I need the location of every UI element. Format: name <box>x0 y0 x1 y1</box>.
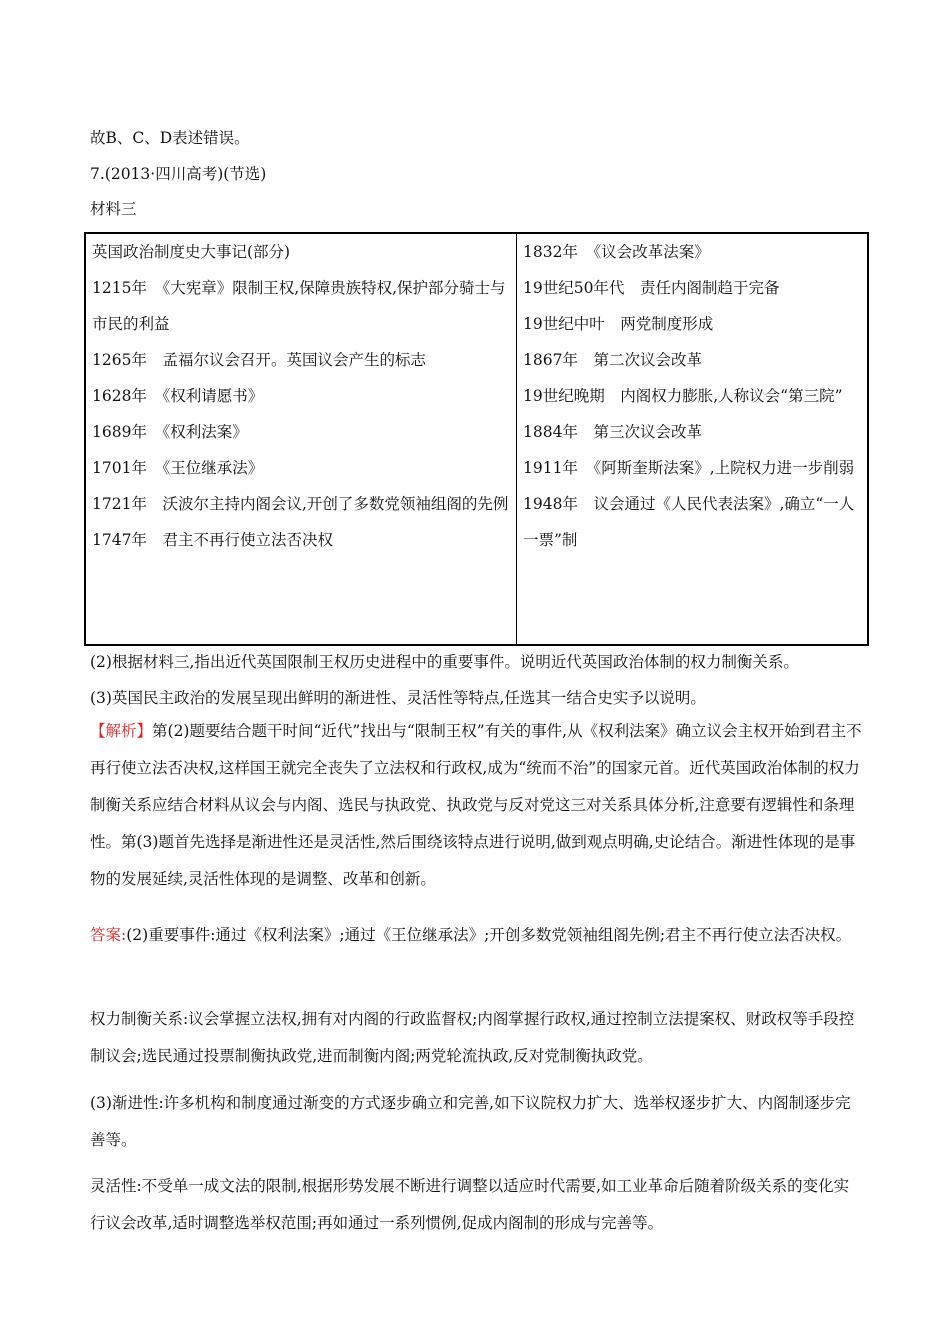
event-1628: 1628年 《权利请愿书》 <box>92 387 264 405</box>
answer-q2-balance: 权力制衡关系:议会掌握立法权,拥有对内阁的行政监督权;内阁掌握行政权,通过控制立法提案权、财政权等手段控制议会;选民通过投票制衡执政党,进而制衡内阁;两党轮流执政,反对党制衡执政党。 <box>90 1010 855 1065</box>
event-1215: 1215年 《大宪章》限制王权,保障贵族特权,保护部分骑士与市民的利益 <box>92 279 506 333</box>
answer-q2-events <box>90 917 862 954</box>
answer-q3-gradual: (3)渐进性:许多机构和制度通过渐变的方式逐步确立和完善,如下议院权力扩大、选举权逐步扩大、内阁制逐步完善等。 <box>90 1094 851 1149</box>
question-source: 7.(2013·四川高考)(节选) <box>90 165 267 183</box>
table-title: 英国政治制度史大事记(部分) <box>92 243 291 261</box>
event-1948: 1948年 议会通过《人民代表法案》,确立“一人一票”制 <box>523 495 855 549</box>
events-left-column <box>85 233 517 645</box>
events-right-column <box>517 233 869 645</box>
answer-q3-flexible: 灵活性:不受单一成文法的限制,根据形势发展不断进行调整以适应时代需要,如工业革命后随着阶级关系的变化实行议会改革,适时调整选举权范围;再如通过一系列惯例,促成内阁制的形成与完善等。 <box>90 1177 850 1232</box>
event-mid-19c: 19世纪中叶 两党制度形成 <box>523 315 714 333</box>
event-1884: 1884年 第三次议会改革 <box>523 423 702 441</box>
event-1701: 1701年 《王位继承法》 <box>92 459 264 477</box>
event-1867: 1867年 第二次议会改革 <box>523 351 702 369</box>
intro-line: 故B、C、D表述错误。 <box>90 129 250 147</box>
event-1850s: 19世纪50年代 责任内阁制趋于完备 <box>523 279 780 297</box>
events-table <box>84 232 869 646</box>
sub-question-3: (3)英国民主政治的发展呈现出鲜明的渐进性、灵活性等特点,任选其一结合史实予以说明。 <box>90 689 706 707</box>
sub-question-2: (2)根据材料三,指出近代英国限制王权历史进程中的重要事件。说明近代英国政治体制的权力制衡关系。 <box>90 653 799 671</box>
event-1832: 1832年 《议会改革法案》 <box>523 243 710 261</box>
answer-label: 答案: <box>90 926 127 944</box>
analysis-text: 第(2)题要结合题干时间“近代”找出与“限制王权”有关的事件,从《权利法案》确立议会主权开始到君主不再行使立法否决权,这样国王就完全丧失了立法权和行政权,成为“统而不治”的国家元首。近代英国政治体制的权力制衡关系应结合材料从议会与内阁、选民与执政党、执政党与反对党这三对关系具体分析,注意要有逻辑性和条理性。第(3)题首先选择是渐进性还是灵活性,然后围绕该特点进行说明,做到观点明确,史论结合。渐进性体现的是事物的发展延续,灵活性体现的是调整、改革和创新。 <box>90 722 862 888</box>
event-1689: 1689年 《权利法案》 <box>92 423 248 441</box>
event-1911: 1911年 《阿斯奎斯法案》,上院权力进一步削弱 <box>523 459 855 477</box>
event-late-19c: 19世纪晚期 内阁权力膨胀,人称议会“第三院” <box>523 387 843 405</box>
analysis-label: 【解析】 <box>90 722 153 740</box>
material-label: 材料三 <box>90 200 137 218</box>
answer-q2-events-text: (2)重要事件:通过《权利法案》;通过《王位继承法》;开创多数党领袖组阁先例;君主不再行使立法否决权。 <box>126 926 852 944</box>
event-1747: 1747年 君主不再行使立法否决权 <box>92 531 333 549</box>
event-1721: 1721年 沃波尔主持内阁会议,开创了多数党领袖组阁的先例 <box>92 495 509 513</box>
analysis-paragraph <box>90 713 862 898</box>
event-1265: 1265年 孟福尔议会召开。英国议会产生的标志 <box>92 351 426 369</box>
